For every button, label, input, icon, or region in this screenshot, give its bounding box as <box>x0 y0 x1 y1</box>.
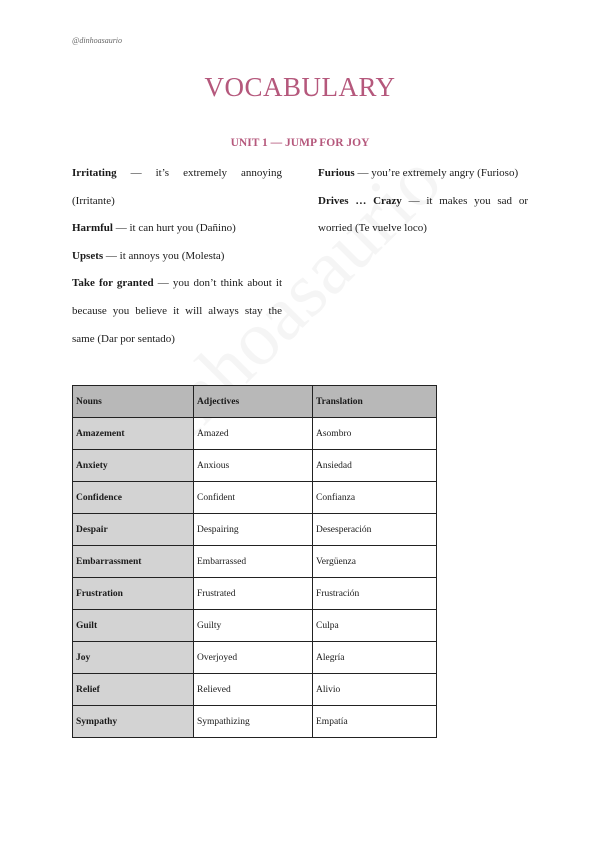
vocab-term: Upsets <box>72 249 104 262</box>
vocab-term: Furious <box>318 167 355 179</box>
vocab-term: Harmful <box>72 222 113 235</box>
vocab-table <box>72 385 437 738</box>
vocab-column-right <box>318 160 528 243</box>
vocab-entry <box>72 243 282 271</box>
translation-cell: Alegría <box>313 642 437 674</box>
noun-cell: Guilt <box>73 610 194 642</box>
translation-cell: Confianza <box>313 482 437 514</box>
column-header-nouns: Nouns <box>73 386 194 418</box>
vocab-entry <box>318 188 528 243</box>
column-header-translation: Translation <box>313 386 437 418</box>
adjective-cell: Despairing <box>194 514 313 546</box>
table-row <box>73 578 437 610</box>
adjective-cell: Sympathizing <box>194 706 313 738</box>
vocab-term: Take for granted <box>72 277 154 290</box>
translation-cell: Frustración <box>313 578 437 610</box>
vocab-entry <box>318 160 528 188</box>
vocab-definition: — it’s extremely annoying (Irritante) <box>72 167 282 207</box>
noun-cell: Frustration <box>73 578 194 610</box>
table-row <box>73 482 437 514</box>
table-row <box>73 674 437 706</box>
noun-cell: Amazement <box>73 418 194 450</box>
translation-cell: Vergüenza <box>313 546 437 578</box>
vocab-entry <box>72 160 282 215</box>
adjective-cell: Amazed <box>194 418 313 450</box>
noun-cell: Confidence <box>73 482 194 514</box>
noun-cell: Despair <box>73 514 194 546</box>
adjective-cell: Relieved <box>194 674 313 706</box>
noun-cell: Anxiety <box>73 450 194 482</box>
table-row <box>73 450 437 482</box>
column-header-adjectives: Adjectives <box>194 386 313 418</box>
table-row <box>73 514 437 546</box>
noun-cell: Embarrassment <box>73 546 194 578</box>
vocab-term: Drives … Crazy <box>318 194 402 207</box>
table-header-row <box>73 386 437 418</box>
unit-heading: UNIT 1 — JUMP FOR JOY <box>230 137 370 149</box>
translation-cell: Ansiedad <box>313 450 437 482</box>
vocab-term: Irritating <box>72 167 117 179</box>
translation-cell: Asombro <box>313 418 437 450</box>
adjective-cell: Guilty <box>194 610 313 642</box>
vocab-definition: — it annoys you (Molesta) <box>103 249 225 262</box>
noun-cell: Joy <box>73 642 194 674</box>
adjective-cell: Frustrated <box>194 578 313 610</box>
adjective-cell: Embarrassed <box>194 546 313 578</box>
table-row <box>73 610 437 642</box>
author-handle: @dinhoasaurio <box>72 36 123 45</box>
vocab-entry <box>72 270 282 353</box>
vocab-definition: — it can hurt you (Dañino) <box>112 222 236 235</box>
adjective-cell: Anxious <box>194 450 313 482</box>
vocab-definition: — you’re extremely angry (Furioso) <box>354 167 519 179</box>
vocab-entry <box>72 215 282 243</box>
table-row <box>73 546 437 578</box>
adjective-cell: Overjoyed <box>194 642 313 674</box>
vocab-definition: — it makes you sad or worried (Te vuelve loco) <box>318 194 528 235</box>
adjective-cell: Confident <box>194 482 313 514</box>
translation-cell: Alivio <box>313 674 437 706</box>
noun-cell: Relief <box>73 674 194 706</box>
translation-cell: Empatía <box>313 706 437 738</box>
table-row <box>73 706 437 738</box>
translation-cell: Desesperación <box>313 514 437 546</box>
page-title: VOCABULARY <box>204 72 396 102</box>
table-row <box>73 642 437 674</box>
vocab-column-left <box>72 160 282 353</box>
vocab-definition: — you don’t think about it because you believe it will always stay the same (Dar por sentado) <box>72 277 283 345</box>
translation-cell: Culpa <box>313 610 437 642</box>
noun-cell: Sympathy <box>73 706 194 738</box>
table-row <box>73 418 437 450</box>
